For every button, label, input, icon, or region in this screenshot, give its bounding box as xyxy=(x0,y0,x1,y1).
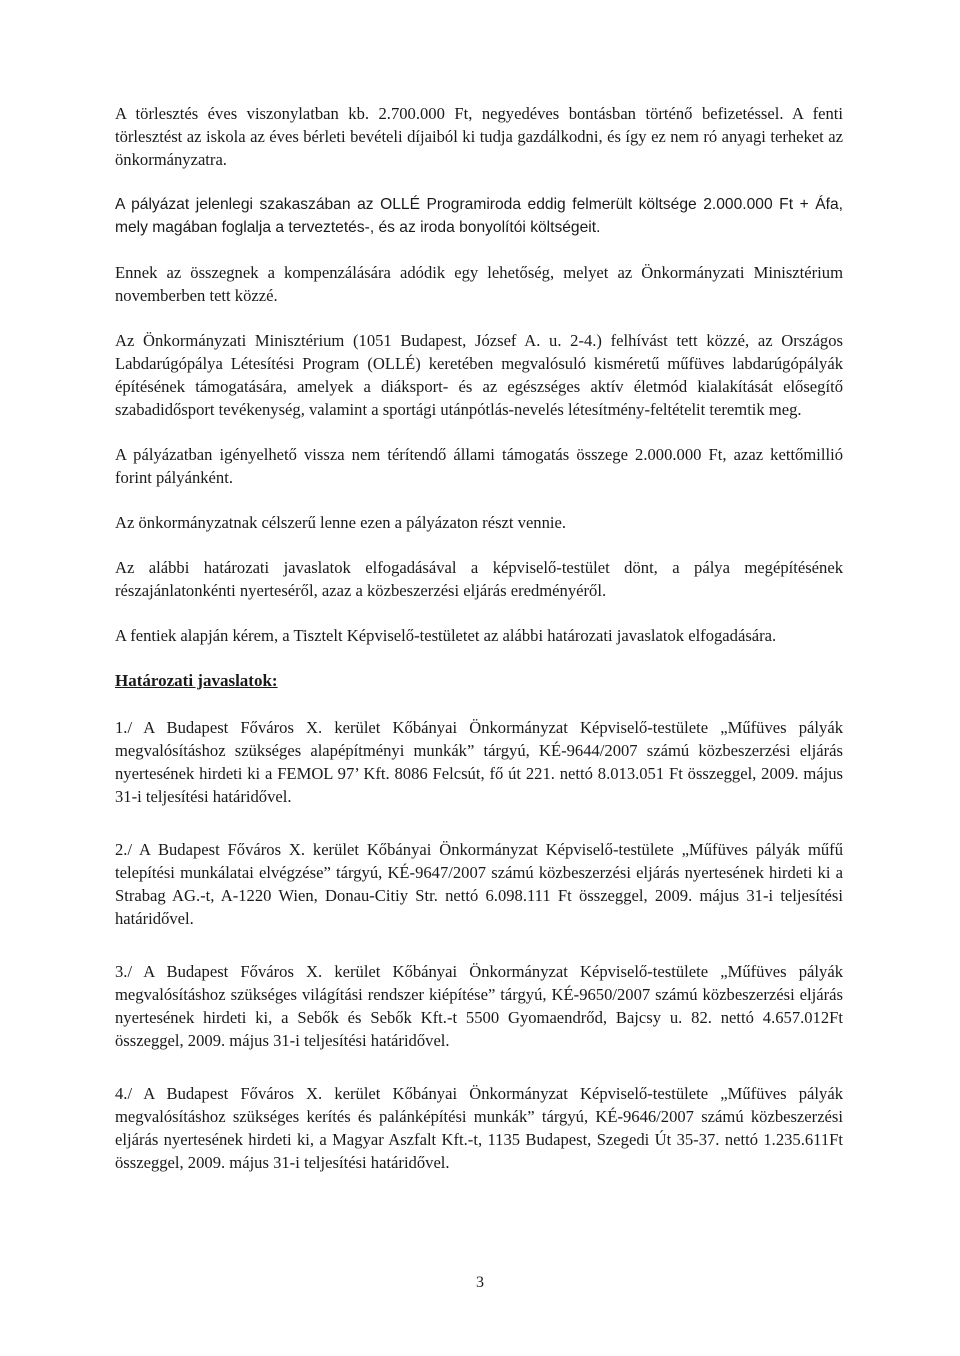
paragraph-request: A fentiek alapján kérem, a Tisztelt Képviselő-testületet az alábbi határozati javaslatok elfogadására. xyxy=(115,626,777,645)
paragraph-olle-cost: A pályázat jelenlegi szakaszában az OLLÉ Programiroda eddig felmerült költsége 2.000.000 Ft + Áfa, mely magában foglalja a terveztetés-, és az iroda bonyolítói költségeit. xyxy=(115,196,843,236)
page-number: 3 xyxy=(476,1274,484,1291)
paragraph-repayment: A törlesztés éves viszonylatban kb. 2.700.000 Ft, negyedéves bontásban történő befizetéssel. A fenti törlesztést az iskola az éves bérleti bevételi díjaiból ki tudja gazdálkodni, és így ez nem ró anyagi terheket az önkormányzatra. xyxy=(115,104,843,169)
resolutions-heading: Határozati javaslatok: xyxy=(115,671,278,690)
paragraph-decision: Az alábbi határozati javaslatok elfogadásával a képviselő-testület dönt, a pálya megépítésének részajánlatonkénti nyerteséről, azaz a közbeszerzési eljárás eredményéről. xyxy=(115,558,843,600)
resolution-item-3: 3./ A Budapest Főváros X. kerület Kőbányai Önkormányzat Képviselő-testülete „Műfüves pályák megvalósításhoz szükséges világítási rendszer kiépítése” tárgyú, KÉ-9650/2007 számú közbeszerzési eljárás nyertesének hirdeti ki, a Sebők és Sebők Kft.-t 5500 Gyomaendrőd, Bajcsy u. 82. nettó 4.657.012Ft összeggel, 2009. május 31-i teljesítési határidővel. xyxy=(115,962,843,1050)
resolution-item-4: 4./ A Budapest Főváros X. kerület Kőbányai Önkormányzat Képviselő-testülete „Műfüves pályák megvalósításhoz szükséges kerítés és palánképítési munkák” tárgyú, KÉ-9646/2007 számú közbeszerzési eljárás nyertesének hirdeti ki, a Magyar Aszfalt Kft.-t, 1135 Budapest, Szegedi Út 35-37. nettó 1.235.611Ft összeggel, 2009. május 31-i teljesítési határidővel. xyxy=(115,1084,843,1172)
resolution-item-1: 1./ A Budapest Főváros X. kerület Kőbányai Önkormányzat Képviselő-testülete „Műfüves pályák megvalósításhoz szükséges alapépítményi munkák” tárgyú, KÉ-9644/2007 számú közbeszerzési eljárás nyertesének hirdeti ki a FEMOL 97’ Kft. 8086 Felcsút, fő út 221. nettó 8.013.051 Ft összeggel, 2009. május 31-i teljesítési határidővel. xyxy=(115,718,843,806)
paragraph-grant-amount: A pályázatban igényelhető vissza nem térítendő állami támogatás összege 2.000.000 Ft, azaz kettőmillió forint pályánként. xyxy=(115,445,843,487)
document-body xyxy=(115,102,843,1204)
paragraph-ministry-call: Az Önkormányzati Minisztérium (1051 Budapest, József A. u. 2-4.) felhívást tett közzé, az Országos Labdarúgópálya Létesítési Program (OLLÉ) keretében megvalósuló kisméretű műfüves labdarúgópályák építésének támogatására, amelyek a diáksport- és az egészséges aktív életmód kialakítását elősegítő szabadidősport tevékenység, valamint a sportági utánpótlás-nevelés létesítmény-feltételit teremtik meg. xyxy=(115,331,843,419)
resolution-item-2: 2./ A Budapest Főváros X. kerület Kőbányai Önkormányzat Képviselő-testülete „Műfüves pályák műfű telepítési munkálatai elvégzése” tárgyú, KÉ-9647/2007 számú közbeszerzési eljárás nyertesének hirdeti ki a Strabag AG.-t, A-1220 Wien, Donau-Citiy Str. nettó 6.098.111 Ft összeggel, 2009. május 31-i teljesítési határidővel. xyxy=(115,840,843,928)
paragraph-compensation: Ennek az összegnek a kompenzálására adódik egy lehetőség, melyet az Önkormányzati Minisztérium novemberben tett közzé. xyxy=(115,263,843,305)
paragraph-recommendation: Az önkormányzatnak célszerű lenne ezen a pályázaton részt vennie. xyxy=(115,513,567,532)
